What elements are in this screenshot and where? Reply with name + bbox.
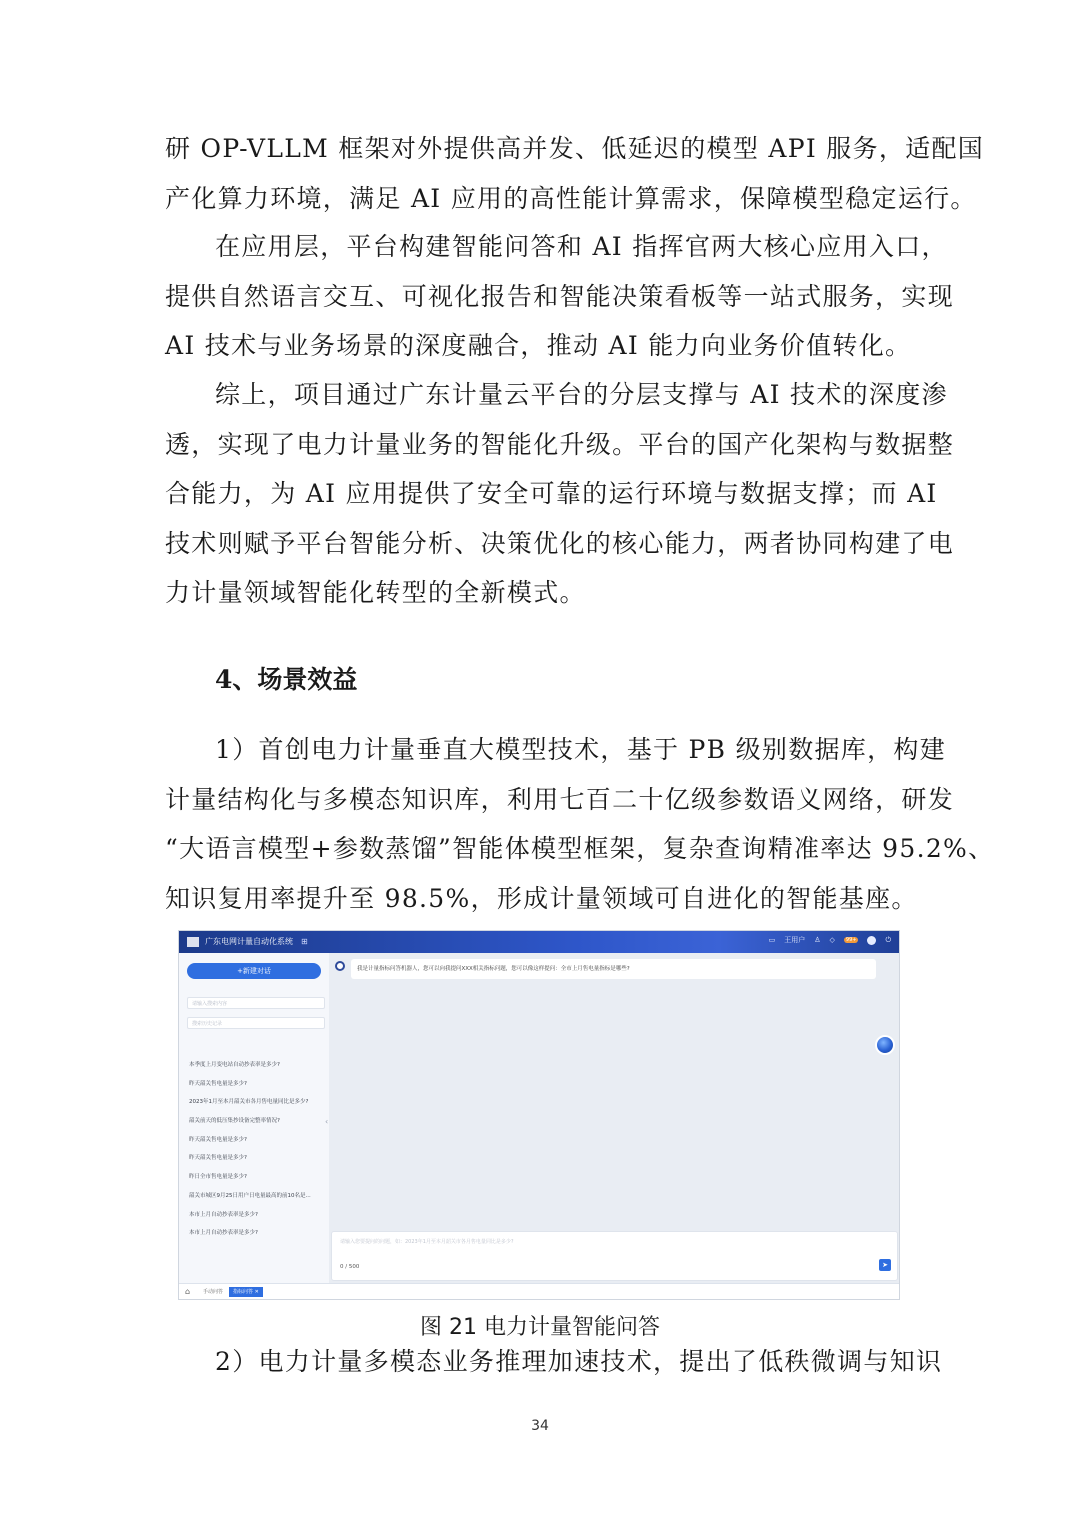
- paragraph-application-layer: [165, 222, 955, 371]
- avatar[interactable]: [867, 936, 876, 945]
- shield-icon[interactable]: ◇: [829, 936, 835, 944]
- text-line: 1）首创电力计量垂直大模型技术，基于 PB 级别数据库，构建: [215, 735, 946, 764]
- grid-icon[interactable]: ⊞: [301, 937, 308, 946]
- header-actions: [769, 935, 891, 945]
- history-item[interactable]: 本季度上月变电站自动抄表率是多少?: [189, 1062, 280, 1068]
- text-line: AI 技术与业务场景的深度融合，推动 AI 能力向业务价值转化。: [165, 331, 912, 360]
- globe-assistant-icon[interactable]: [875, 1035, 895, 1055]
- figure-caption: 图 21 电力计量智能问答: [420, 1315, 660, 1340]
- app-title: 广东电网计量自动化系统: [205, 937, 293, 946]
- bottom-tabbar: [179, 1283, 899, 1300]
- history-list: [189, 1059, 324, 1246]
- page-number: 34: [531, 1418, 549, 1434]
- user-icon[interactable]: ♙: [814, 936, 821, 944]
- history-search-input[interactable]: 搜索历史记录: [187, 1017, 325, 1029]
- history-item[interactable]: 昨天韶关售电量是多少?: [189, 1136, 247, 1143]
- history-item[interactable]: 本市上月自动抄表率是多少?: [189, 1230, 258, 1237]
- history-item[interactable]: 2023年1月至本月韶关市各月售电量同比是多少?: [189, 1099, 309, 1106]
- notification-badge[interactable]: 99+: [845, 937, 857, 943]
- tab-manual-qa[interactable]: 手动问答: [203, 1289, 224, 1295]
- text-line: 2）电力计量多模态业务推理加速技术，提出了低秩微调与知识: [215, 1347, 943, 1376]
- history-item[interactable]: 昨天韶关售电量是多少?: [189, 1155, 247, 1162]
- text-line: 力计量领域智能化转型的全新模式。: [165, 578, 586, 607]
- figure-screenshot: [178, 930, 900, 1300]
- text-line: 知识复用率提升至 98.5%，形成计量领域可自进化的智能基座。: [165, 883, 918, 913]
- char-counter: 0 / 500: [340, 1264, 360, 1270]
- text-line: 产化算力环境，满足 AI 应用的高性能计算需求，保障模型稳定运行。: [165, 183, 977, 213]
- user-name[interactable]: 王用户: [784, 936, 806, 944]
- input-placeholder: 请输入您要提问的问题，如：2023年1月至本月韶关市各月售电量同比是多少?: [340, 1239, 514, 1245]
- text-line: 合能力，为 AI 应用提供了安全可靠的运行环境与数据支撑；而 AI: [165, 479, 938, 508]
- monitor-icon[interactable]: ▭: [768, 936, 776, 944]
- history-item[interactable]: 韶关市城区9月25日用户日电量最高的前10名是...: [189, 1192, 311, 1199]
- send-button[interactable]: ➤: [879, 1259, 891, 1271]
- bot-avatar-icon: [335, 961, 345, 971]
- history-item[interactable]: 本市上月自动抄表率是多少?: [189, 1211, 258, 1218]
- search-input[interactable]: 请输入搜索内容: [187, 997, 325, 1009]
- tab-indicator-qa[interactable]: 指标问答 ✕: [229, 1287, 263, 1297]
- history-item[interactable]: 昨天韶关售电量是多少?: [189, 1080, 247, 1087]
- app-header: [179, 931, 899, 953]
- new-chat-button[interactable]: +新建对话: [187, 963, 321, 979]
- history-item[interactable]: 昨日全市售电量是多少?: [189, 1174, 247, 1181]
- collapse-sidebar-icon[interactable]: ‹: [325, 1117, 329, 1126]
- paragraph-summary: [165, 370, 955, 618]
- text-line: 计量结构化与多模态知识库，利用七百二十亿级参数语义网络，研发: [165, 784, 955, 814]
- section-heading: 4、场景效益: [215, 665, 358, 694]
- chat-sidebar: [179, 953, 330, 1299]
- home-icon[interactable]: ⌂: [185, 1287, 191, 1296]
- text-line: 综上，项目通过广东计量云平台的分层支撑与 AI 技术的深度渗: [215, 380, 948, 409]
- text-line: 提供自然语言交互、可视化报告和智能决策看板等一站式服务，实现: [165, 281, 955, 311]
- paragraph-benefit-1: [165, 725, 995, 923]
- paragraph-benefit-2: [165, 1337, 943, 1387]
- text-line: 研 OP-VLLM 框架对外提供高并发、低延迟的模型 API 服务，适配国: [165, 134, 985, 163]
- text-line: 透，实现了电力计量业务的智能化升级。平台的国产化架构与数据整: [165, 429, 955, 459]
- text-line: 技术则赋予平台智能分析、决策优化的核心能力，两者协同构建了电: [165, 528, 955, 558]
- power-icon[interactable]: ⏻: [885, 935, 891, 944]
- paragraph-op-vllm: [165, 124, 985, 223]
- text-line: “大语言模型+参数蒸馏”智能体模型框架，复杂查询精准率达 95.2%、: [165, 834, 995, 863]
- question-input[interactable]: [331, 1231, 898, 1281]
- text-line: 在应用层，平台构建智能问答和 AI 指挥官两大核心应用入口，: [215, 232, 948, 261]
- bot-greeting-message: 我是计量指标问答机器人，您可以向我提问XXX相关指标问题，您可以像这样提问：全市上月售电量指标是哪些?: [351, 959, 876, 979]
- history-item[interactable]: 韶关前天的低压集抄设备完整率情况?: [189, 1118, 280, 1125]
- app-logo: [187, 937, 199, 947]
